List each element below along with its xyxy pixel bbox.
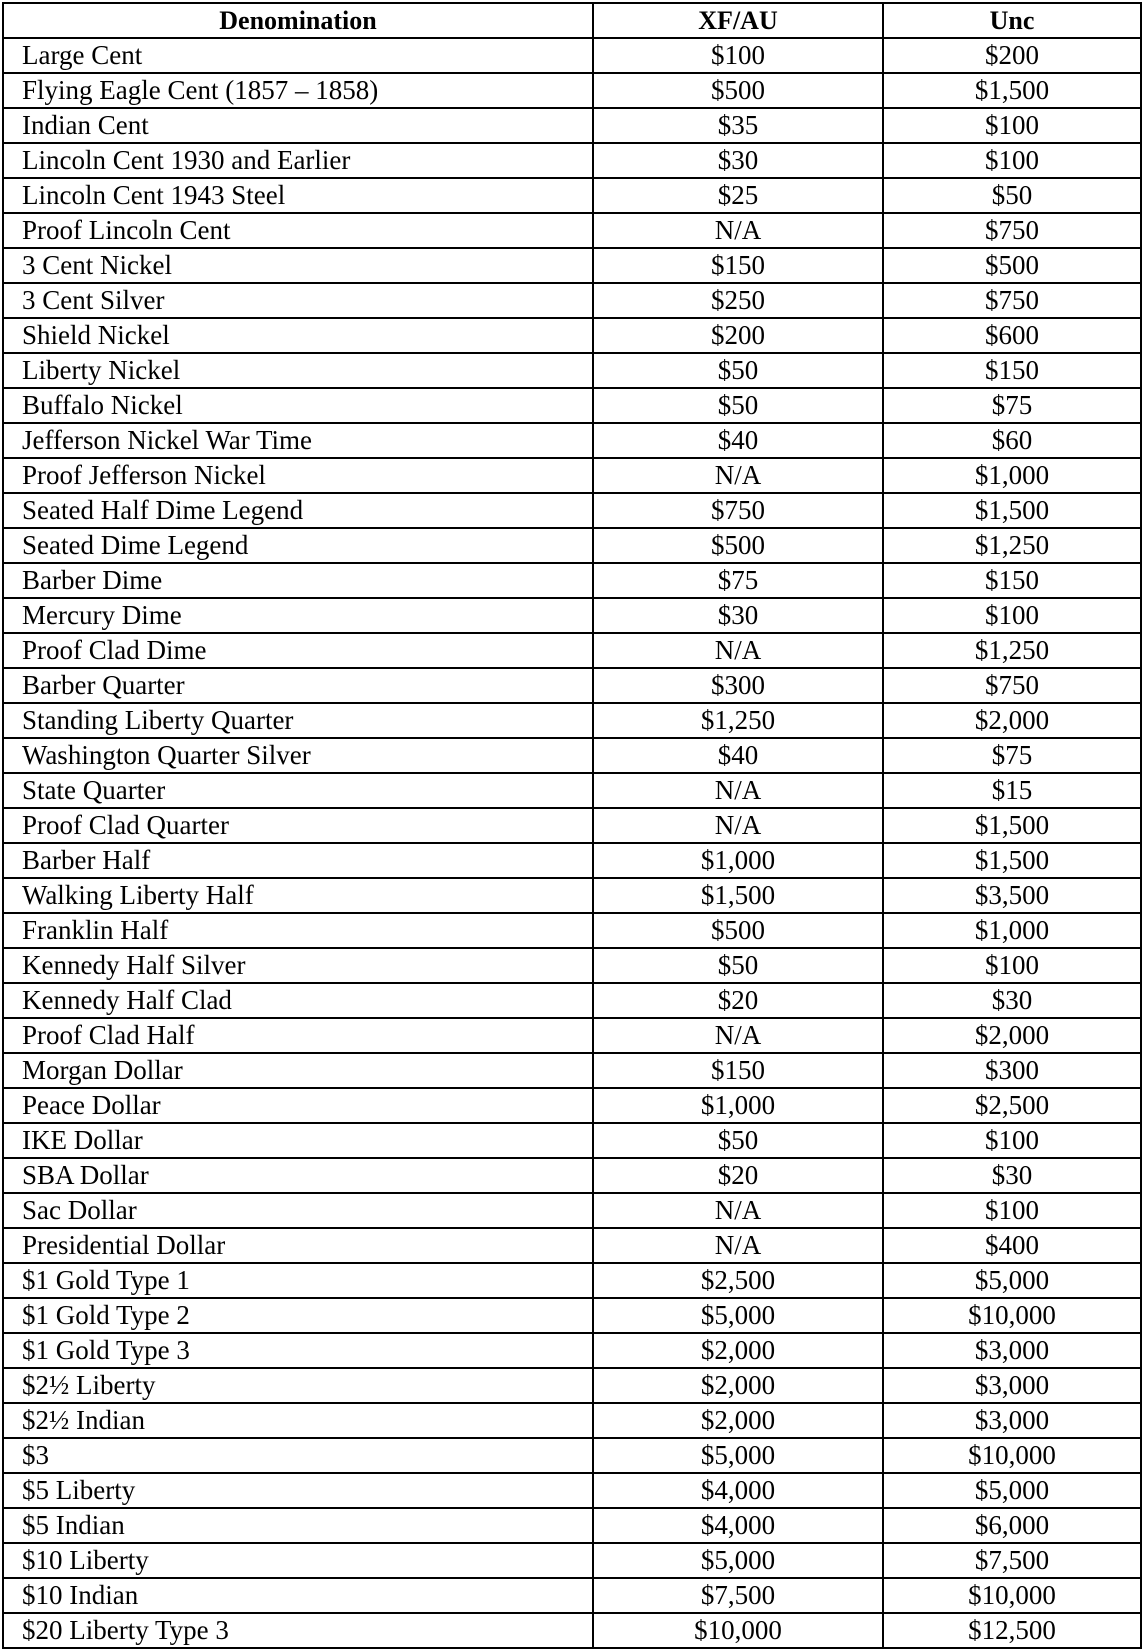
xf-au-cell: $5,000	[593, 1298, 883, 1333]
table-row	[3, 178, 1141, 213]
table-row	[3, 283, 1141, 318]
xf-au-cell: $40	[593, 423, 883, 458]
xf-au-cell: $300	[593, 668, 883, 703]
xf-au-cell: $50	[593, 388, 883, 423]
denomination-cell: Sac Dollar	[3, 1193, 593, 1228]
xf-au-cell: $4,000	[593, 1508, 883, 1543]
table-row	[3, 563, 1141, 598]
xf-au-cell: $150	[593, 248, 883, 283]
table-row	[3, 633, 1141, 668]
table-row	[3, 1543, 1141, 1578]
table-row	[3, 983, 1141, 1018]
xf-au-cell: $5,000	[593, 1543, 883, 1578]
unc-cell: $1,500	[883, 843, 1141, 878]
unc-cell: $1,500	[883, 493, 1141, 528]
table-row	[3, 1193, 1141, 1228]
denomination-cell: Barber Dime	[3, 563, 593, 598]
unc-cell: $750	[883, 283, 1141, 318]
unc-cell: $150	[883, 563, 1141, 598]
header-denomination: Denomination	[3, 3, 593, 38]
denomination-cell: Jefferson Nickel War Time	[3, 423, 593, 458]
denomination-cell: Proof Clad Quarter	[3, 808, 593, 843]
xf-au-cell: $500	[593, 528, 883, 563]
xf-au-cell: $4,000	[593, 1473, 883, 1508]
denomination-cell: $1 Gold Type 1	[3, 1263, 593, 1298]
denomination-cell: Large Cent	[3, 38, 593, 73]
table-row	[3, 738, 1141, 773]
table-row	[3, 73, 1141, 108]
xf-au-cell: $200	[593, 318, 883, 353]
table-row	[3, 808, 1141, 843]
unc-cell: $750	[883, 668, 1141, 703]
table-row	[3, 703, 1141, 738]
unc-cell: $10,000	[883, 1578, 1141, 1613]
table-row	[3, 598, 1141, 633]
denomination-cell: Proof Clad Dime	[3, 633, 593, 668]
table-row	[3, 1263, 1141, 1298]
xf-au-cell: $5,000	[593, 1438, 883, 1473]
unc-cell: $100	[883, 143, 1141, 178]
table-row	[3, 1438, 1141, 1473]
table-row	[3, 1403, 1141, 1438]
table-row	[3, 1613, 1141, 1648]
unc-cell: $100	[883, 108, 1141, 143]
table-row	[3, 843, 1141, 878]
table-row	[3, 1123, 1141, 1158]
xf-au-cell: $1,000	[593, 843, 883, 878]
denomination-cell: Barber Quarter	[3, 668, 593, 703]
denomination-cell: Walking Liberty Half	[3, 878, 593, 913]
xf-au-cell: N/A	[593, 1228, 883, 1263]
xf-au-cell: $30	[593, 598, 883, 633]
table-row	[3, 108, 1141, 143]
unc-cell: $1,250	[883, 633, 1141, 668]
xf-au-cell: $2,000	[593, 1333, 883, 1368]
xf-au-cell: $500	[593, 73, 883, 108]
unc-cell: $15	[883, 773, 1141, 808]
denomination-cell: IKE Dollar	[3, 1123, 593, 1158]
unc-cell: $12,500	[883, 1613, 1141, 1648]
xf-au-cell: $1,500	[593, 878, 883, 913]
xf-au-cell: N/A	[593, 633, 883, 668]
table-row	[3, 143, 1141, 178]
unc-cell: $100	[883, 1123, 1141, 1158]
denomination-cell: Liberty Nickel	[3, 353, 593, 388]
denomination-cell: Proof Lincoln Cent	[3, 213, 593, 248]
table-row	[3, 1228, 1141, 1263]
table-row	[3, 1508, 1141, 1543]
table-row	[3, 948, 1141, 983]
xf-au-cell: N/A	[593, 458, 883, 493]
denomination-cell: Lincoln Cent 1943 Steel	[3, 178, 593, 213]
table-row	[3, 1298, 1141, 1333]
xf-au-cell: $50	[593, 1123, 883, 1158]
denomination-cell: 3 Cent Silver	[3, 283, 593, 318]
xf-au-cell: $150	[593, 1053, 883, 1088]
denomination-cell: Proof Clad Half	[3, 1018, 593, 1053]
unc-cell: $50	[883, 178, 1141, 213]
xf-au-cell: $100	[593, 38, 883, 73]
unc-cell: $300	[883, 1053, 1141, 1088]
unc-cell: $500	[883, 248, 1141, 283]
table-row	[3, 353, 1141, 388]
denomination-cell: Indian Cent	[3, 108, 593, 143]
header-unc: Unc	[883, 3, 1141, 38]
table-row	[3, 38, 1141, 73]
denomination-cell: Buffalo Nickel	[3, 388, 593, 423]
table-row	[3, 213, 1141, 248]
xf-au-cell: $1,000	[593, 1088, 883, 1123]
denomination-cell: Seated Dime Legend	[3, 528, 593, 563]
unc-cell: $2,500	[883, 1088, 1141, 1123]
unc-cell: $60	[883, 423, 1141, 458]
denomination-cell: Kennedy Half Clad	[3, 983, 593, 1018]
denomination-cell: Peace Dollar	[3, 1088, 593, 1123]
unc-cell: $1,000	[883, 458, 1141, 493]
denomination-cell: $5 Liberty	[3, 1473, 593, 1508]
table-row	[3, 318, 1141, 353]
xf-au-cell: $500	[593, 913, 883, 948]
denomination-cell: $1 Gold Type 3	[3, 1333, 593, 1368]
denomination-cell: Standing Liberty Quarter	[3, 703, 593, 738]
unc-cell: $1,000	[883, 913, 1141, 948]
denomination-cell: $3	[3, 1438, 593, 1473]
xf-au-cell: $75	[593, 563, 883, 598]
coin-value-table	[2, 2, 1142, 1649]
unc-cell: $1,500	[883, 808, 1141, 843]
denomination-cell: $5 Indian	[3, 1508, 593, 1543]
table-row	[3, 773, 1141, 808]
denomination-cell: Seated Half Dime Legend	[3, 493, 593, 528]
unc-cell: $75	[883, 388, 1141, 423]
unc-cell: $10,000	[883, 1438, 1141, 1473]
unc-cell: $100	[883, 598, 1141, 633]
denomination-cell: $10 Liberty	[3, 1543, 593, 1578]
xf-au-cell: $250	[593, 283, 883, 318]
unc-cell: $30	[883, 983, 1141, 1018]
table-row	[3, 1158, 1141, 1193]
table-row	[3, 913, 1141, 948]
unc-cell: $2,000	[883, 703, 1141, 738]
unc-cell: $750	[883, 213, 1141, 248]
table-row	[3, 493, 1141, 528]
denomination-cell: $1 Gold Type 2	[3, 1298, 593, 1333]
unc-cell: $100	[883, 948, 1141, 983]
xf-au-cell: $750	[593, 493, 883, 528]
table-row	[3, 668, 1141, 703]
table-row	[3, 1578, 1141, 1613]
denomination-cell: Washington Quarter Silver	[3, 738, 593, 773]
xf-au-cell: N/A	[593, 1193, 883, 1228]
xf-au-cell: $40	[593, 738, 883, 773]
denomination-cell: $20 Liberty Type 3	[3, 1613, 593, 1648]
xf-au-cell: $25	[593, 178, 883, 213]
table-row	[3, 1088, 1141, 1123]
denomination-cell: SBA Dollar	[3, 1158, 593, 1193]
table-body	[3, 38, 1141, 1648]
denomination-cell: $10 Indian	[3, 1578, 593, 1613]
unc-cell: $10,000	[883, 1298, 1141, 1333]
xf-au-cell: $35	[593, 108, 883, 143]
denomination-cell: State Quarter	[3, 773, 593, 808]
denomination-cell: Morgan Dollar	[3, 1053, 593, 1088]
table-row	[3, 1333, 1141, 1368]
denomination-cell: $2½ Liberty	[3, 1368, 593, 1403]
denomination-cell: Shield Nickel	[3, 318, 593, 353]
denomination-cell: Proof Jefferson Nickel	[3, 458, 593, 493]
xf-au-cell: N/A	[593, 773, 883, 808]
xf-au-cell: $2,000	[593, 1368, 883, 1403]
unc-cell: $2,000	[883, 1018, 1141, 1053]
table-row	[3, 1473, 1141, 1508]
denomination-cell: Kennedy Half Silver	[3, 948, 593, 983]
xf-au-cell: $50	[593, 948, 883, 983]
unc-cell: $3,500	[883, 878, 1141, 913]
xf-au-cell: $7,500	[593, 1578, 883, 1613]
unc-cell: $30	[883, 1158, 1141, 1193]
unc-cell: $1,250	[883, 528, 1141, 563]
unc-cell: $400	[883, 1228, 1141, 1263]
unc-cell: $1,500	[883, 73, 1141, 108]
xf-au-cell: $2,500	[593, 1263, 883, 1298]
unc-cell: $5,000	[883, 1473, 1141, 1508]
unc-cell: $3,000	[883, 1333, 1141, 1368]
denomination-cell: $2½ Indian	[3, 1403, 593, 1438]
xf-au-cell: $20	[593, 983, 883, 1018]
xf-au-cell: $2,000	[593, 1403, 883, 1438]
xf-au-cell: N/A	[593, 213, 883, 248]
xf-au-cell: $30	[593, 143, 883, 178]
table-row	[3, 458, 1141, 493]
header-row	[3, 3, 1141, 38]
table-row	[3, 1368, 1141, 1403]
xf-au-cell: $10,000	[593, 1613, 883, 1648]
table-row	[3, 1018, 1141, 1053]
denomination-cell: Barber Half	[3, 843, 593, 878]
table-row	[3, 528, 1141, 563]
unc-cell: $600	[883, 318, 1141, 353]
unc-cell: $7,500	[883, 1543, 1141, 1578]
xf-au-cell: $20	[593, 1158, 883, 1193]
unc-cell: $200	[883, 38, 1141, 73]
denomination-cell: Mercury Dime	[3, 598, 593, 633]
denomination-cell: Franklin Half	[3, 913, 593, 948]
unc-cell: $75	[883, 738, 1141, 773]
denomination-cell: Presidential Dollar	[3, 1228, 593, 1263]
table-row	[3, 388, 1141, 423]
table-row	[3, 878, 1141, 913]
xf-au-cell: $50	[593, 353, 883, 388]
xf-au-cell: $1,250	[593, 703, 883, 738]
unc-cell: $6,000	[883, 1508, 1141, 1543]
denomination-cell: 3 Cent Nickel	[3, 248, 593, 283]
header-xf-au: XF/AU	[593, 3, 883, 38]
unc-cell: $3,000	[883, 1403, 1141, 1438]
unc-cell: $100	[883, 1193, 1141, 1228]
unc-cell: $5,000	[883, 1263, 1141, 1298]
unc-cell: $150	[883, 353, 1141, 388]
table-row	[3, 1053, 1141, 1088]
table-row	[3, 423, 1141, 458]
unc-cell: $3,000	[883, 1368, 1141, 1403]
table-row	[3, 248, 1141, 283]
denomination-cell: Lincoln Cent 1930 and Earlier	[3, 143, 593, 178]
xf-au-cell: N/A	[593, 1018, 883, 1053]
denomination-cell: Flying Eagle Cent (1857 – 1858)	[3, 73, 593, 108]
xf-au-cell: N/A	[593, 808, 883, 843]
